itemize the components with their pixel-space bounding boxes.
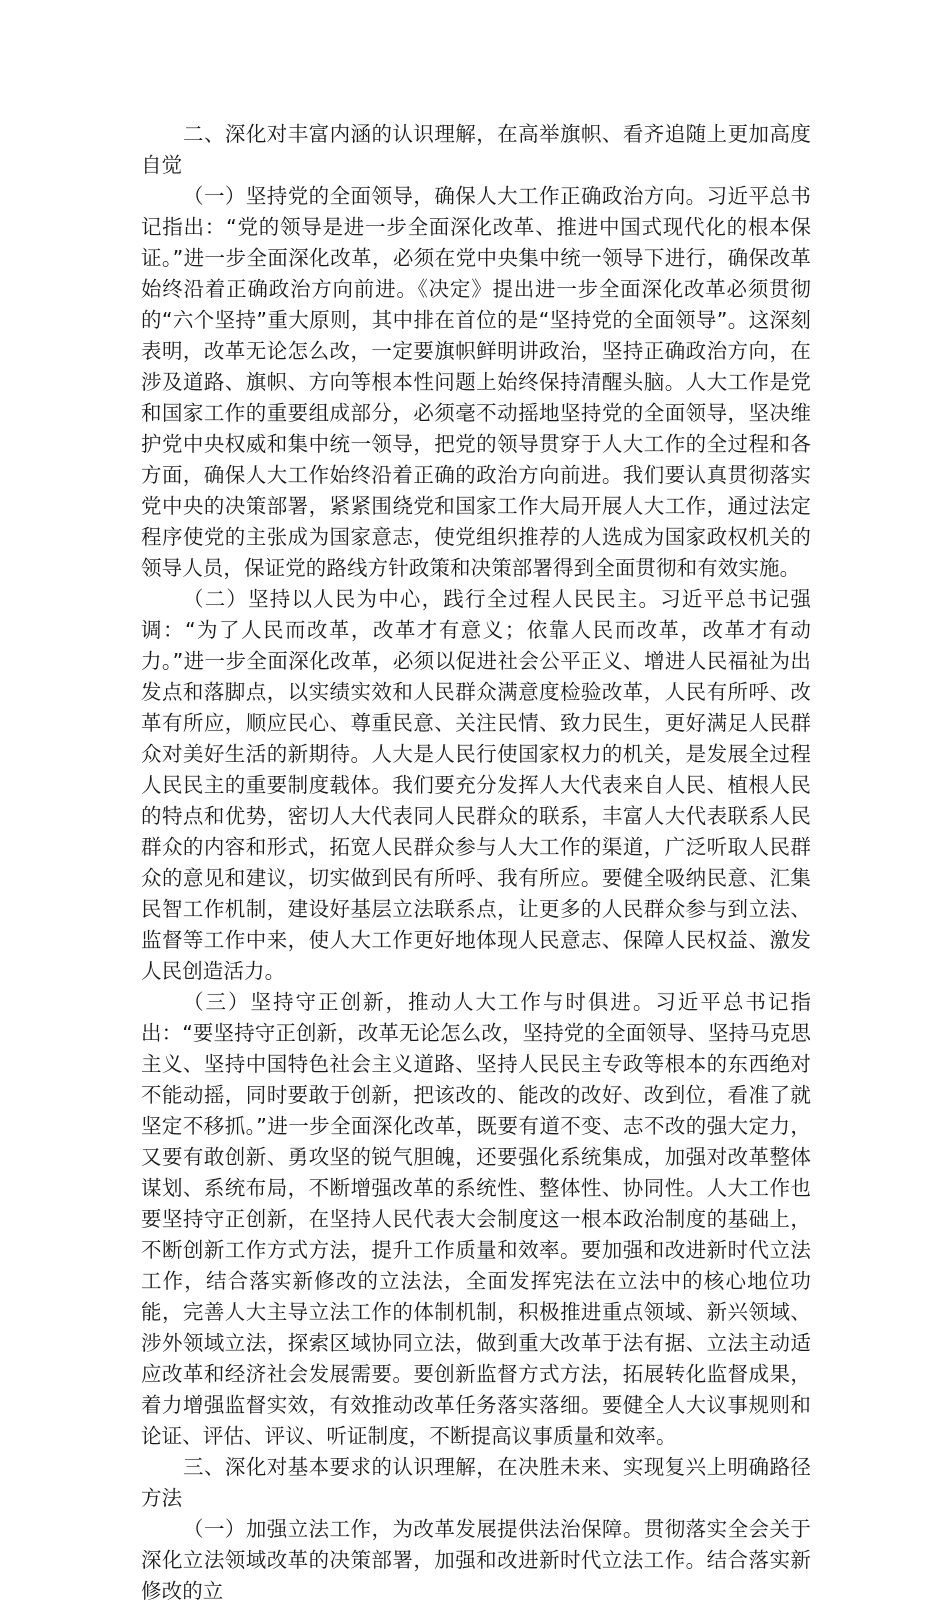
paragraph-2-2: （二）坚持以人民为中心，践行全过程人民民主。习近平总书记强调：“为了人民而改革，改革才有意义；依靠人民而改革，改革才有动力。”进一步全面深化改革，必须以促进社会公平正义、增进人民福祉为出发点和落脚点，以实绩实效和人民群众满意度检验改革，人民有所呼、改革有所应，顺应民心、尊重民意、关注民情、致力民生，更好满足人民群众对美好生活的新期待。人大是人民行使国家权力的机关，是发展全过程人民民主的重要制度载体。我们要充分发挥人大代表来自人民、植根人民的特点和优势，密切人大代表同人民群众的联系，丰富人大代表联系人民群众的内容和形式，拓宽人民群众参与人大工作的渠道，广泛听取人民群众的意见和建议，切实做到民有所呼、我有所应。要健全吸纳民意、汇集民智工作机制，建设好基层立法联系点，让更多的人民群众参与到立法、监督等工作中来，使人大工作更好地体现人民意志、保障人民权益、激发人民创造活力。 [141,587,811,983]
paragraph-2-1: （一）坚持党的全面领导，确保人大工作正确政治方向。习近平总书记指出：“党的领导是进一步全面深化改革、推进中国式现代化的根本保证。”进一步全面深化改革，必须在党中央集中统一领导下进行，确保改革始终沿着正确政治方向前进。《决定》提出进一步全面深化改革必须贯彻的“六个坚持”重大原则，其中排在首位的是“坚持党的全面领导”。这深刻表明，改革无论怎么改，一定要旗帜鲜明讲政治，坚持正确政治方向，在涉及道路、旗帜、方向等根本性问题上始终保持清醒头脑。人大工作是党和国家工作的重要组成部分，必须毫不动摇地坚持党的全面领导，坚决维护党中央权威和集中统一领导，把党的领导贯穿于人大工作的全过程和各方面，确保人大工作始终沿着正确的政治方向前进。我们要认真贯彻落实党中央的决策部署，紧紧围绕党和国家工作大局开展人大工作，通过法定程序使党的主张成为国家意志，使党组织推荐的人选成为国家政权机关的领导人员，保证党的路线方针政策和决策部署得到全面贯彻和有效实施。 [141,184,811,580]
section-heading-2: 二、深化对丰富内涵的认识理解，在高举旗帜、看齐追随上更加高度自觉 [141,122,811,177]
document-body [141,119,811,1607]
paragraph-2-3: （三）坚持守正创新，推动人大工作与时俱进。习近平总书记指出：“要坚持守正创新，改革无论怎么改，坚持党的全面领导、坚持马克思主义、坚持中国特色社会主义道路、坚持人民民主专政等根本的东西绝对不能动摇，同时要敢于创新，把该改的、能改的改好、改到位，看准了就坚定不移抓。”进一步全面深化改革，既要有道不变、志不改的强大定力，又要有敢创新、勇攻坚的锐气胆魄，还要强化系统集成，加强对改革整体谋划、系统布局，不断增强改革的系统性、整体性、协同性。人大工作也要坚持守正创新，在坚持人民代表大会制度这一根本政治制度的基础上，不断创新工作方式方法，提升工作质量和效率。要加强和改进新时代立法工作，结合落实新修改的立法法，全面发挥宪法在立法中的核心地位功能，完善人大主导立法工作的体制机制，积极推进重点领域、新兴领域、涉外领域立法，探索区域协同立法，做到重大改革于法有据、立法主动适应改革和经济社会发展需要。要创新监督方式方法，拓展转化监督成果，着力增强监督实效，有效推动改革任务落实落细。要健全人大议事规则和论证、评估、评议、听证制度，不断提高议事质量和效率。 [141,990,811,1448]
paragraph-3-1: （一）加强立法工作，为改革发展提供法治保障。贯彻落实全会关于深化立法领域改革的决策部署，加强和改进新时代立法工作。结合落实新修改的立 [141,1517,811,1603]
section-heading-3: 三、深化对基本要求的认识理解，在决胜未来、实现复兴上明确路径方法 [141,1455,811,1510]
